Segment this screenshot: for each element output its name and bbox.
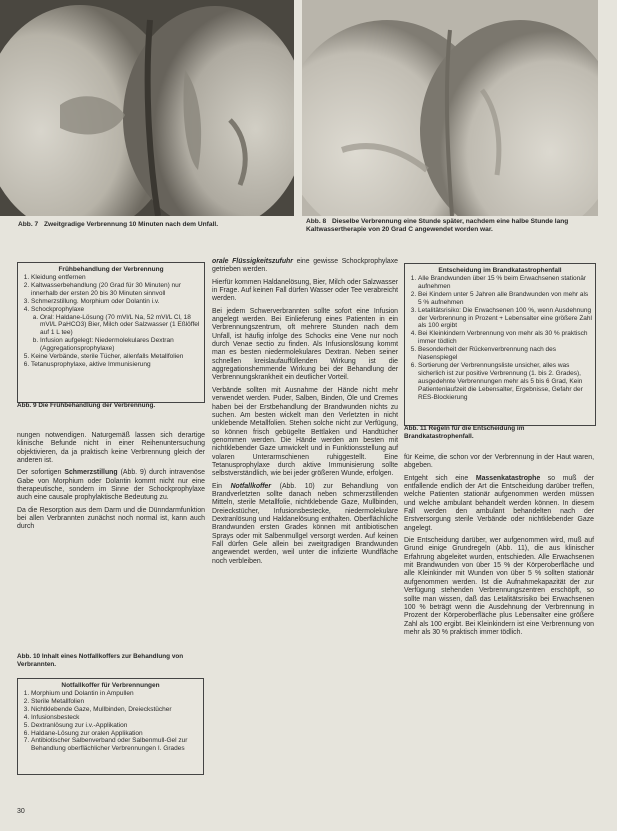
figure-10-label: Abb. 10 <box>17 653 41 660</box>
early-treatment-box <box>17 262 205 403</box>
paragraph-lead: Ein <box>212 482 222 490</box>
figure-11-caption <box>404 425 594 441</box>
list-item: 1. Kleidung entfernen <box>31 274 202 282</box>
list-item: 3. Schmerzstillung. Morphium oder Dolantin i.v. <box>31 298 202 306</box>
paragraph-lead: Der sofortigen <box>17 469 62 477</box>
paragraph: Bei jedem Schwerverbrannten sollte sofort eine Infusion angelegt werden. Bei Einlieferung eines Patienten in ein Verbrennungszentrum, oft mehrere Stunden nach dem Unfall, ist häufig infolge des Schocks eine Vene nur noch durch Venae sectio zu finden. Als Infusionslösung kommt man es besten niedermolekulares Dextran. Neben seiner schnellen kreislaufauffüllenden Wirkung ist die aggregationshemmende Wirkung bei der Behandlung der Verbrennungskrankheit ein deutlicher Vorteil. <box>212 307 398 382</box>
figure-7-photo <box>0 0 294 216</box>
sub-list-item: a. Oral: Haldane-Lösung (70 mVl/L Na, 52 mVl/L Cl, 18 mVl/L PaHCO3) Bier, Milch oder Salzwasser (1 Eßlöffel auf 1 L tee) <box>40 314 200 338</box>
paragraph: Da die Resorption aus dem Darm und die Dünndarmfunktion bei allen Verbrannten zunächst noch normal ist, kann auch durch <box>17 506 205 531</box>
list-item: 2. Sterile Metallfolien <box>31 698 201 706</box>
list-item: 4. Infusionsbesteck <box>31 714 201 722</box>
list-item: 6. Tetanusprophylaxe, aktive Immunisierung <box>31 361 202 369</box>
list-item: 6. Sortierung der Verbrennungsliste unsicher, alles was sicherlich ist zur positive Verbrennung (1. bis 2. Grades), ausgedehnte Verbrennungen mehr als 5 bis 6 Grad, Kein Patientenlaufzeit die Lebensalter, Ergebnisse, Gefahr der RES-Blockierung <box>418 362 593 402</box>
early-treatment-title: Frühbehandlung der Verbrennung <box>58 266 164 273</box>
paragraph-lead: Entgeht sich eine <box>404 474 469 482</box>
page-number: 30 <box>17 808 25 815</box>
figure-9-label: Abb. 9 <box>17 402 37 409</box>
paragraph: Verbände sollten mit Ausnahme der Hände nicht mehr verwendet werden. Puder, Salben, Binden, Öle und Cremes haben bei der Erstbehandlung der Brandwunden nichts zu suchen. Am besten wickelt man den Verletzten in nicht unklebende Metallfolien. Stehen solche nicht zur Verfügung, so können frisch gebügelte Bettlaken und Handtücher genommen werden. Die Hände werden am besten mit nichtklebender Gaze umwickelt und in Funktionsstellung auf volaren Unterarmschienen ruhiggestellt. Eine Tetanusprophylaxe durch aktive Immunisierung sollte selbstverständlich, wie bei jeder größeren Wunde, erfolgen. <box>212 386 398 478</box>
figure-7-label: Abb. 7 <box>18 221 39 228</box>
figure-10-text: Inhalt eines Notfallkoffers zur Behandlung von Verbrannten. <box>17 653 184 668</box>
list-item: 4. Bei Kleinkindern Verbrennung von mehr als 30 % praktisch immer tödlich <box>418 330 593 346</box>
list-item: 3. Nichtklebende Gaze, Mullbinden, Dreieckstücher <box>31 706 201 714</box>
paragraph <box>212 258 398 275</box>
list-item <box>31 306 202 353</box>
paragraph-rest: (Abb. 10) zur Behandlung von Brandverletzten sollte danach neben schmerzstillenden Mitteln, sterile Metallfolie, nichtklebende Gaze, Mullbinden, Dreieckstücher, Infusionsbestecke, niedermolekulare Dextranlösung und Haldanelösung enthalten. Oberflächliche Brandwunden ersten Grades können mit antibiotischen Sprays oder mit Salbenmullgel versorgt werden. Auf keinen Fall dürfen Gele allein bei zweitgradigen Brandwunden angewendet werden, weil unter die infizierte Wundfläche noch verbleiben. <box>212 482 398 565</box>
paragraph-rest: so muß der entfallende endlich der Art die Entscheidung darüber treffen, welche Patienten stationär aufgenommen werden müssen und welche ambulant behandelt werden können. In diesem Fall werden den ambulant behandelten nach der Erstversorgung sterile Verbände oder nichtklebender Gaze angelegt. <box>404 474 595 532</box>
figure-10-caption <box>17 653 205 669</box>
list-item: 7. Antibiotischer Salbenverband oder Salbenmull-Gel zur Behandlung oberflächlicher Verbrennungen I. Grades <box>31 737 201 753</box>
paragraph: Hierfür kommen Haldanelösung, Bier, Milch oder Salzwasser in Frage. Auf keinen Fall dürfen Wasser oder Tee verabreicht werden. <box>212 278 398 303</box>
paragraph: nungen notwendigen. Naturgemäß lassen sich derartige klinische Befunde nicht in einer Reihenuntersuchung objektivieren, da ja praktisch keine Verbrennung gleich der anderen ist. <box>17 432 205 465</box>
figure-9-caption <box>17 402 205 410</box>
text-column-right <box>404 454 594 641</box>
emergency-kit-title: Notfallkoffer für Verbrennungen <box>61 682 160 689</box>
list-item: 2. Bei Kindern unter 5 Jahren alle Brandwunden von mehr als 5 % aufnehmen <box>418 291 593 307</box>
disaster-decision-box <box>404 263 596 426</box>
emergency-kit-box <box>17 678 204 775</box>
paragraph <box>212 483 398 566</box>
disaster-decision-title: Entscheidung im Brandkatastrophenfall <box>438 267 562 274</box>
list-item: 5. Dextranlösung zur i.v.-Applikation <box>31 722 201 730</box>
paragraph-emphasis: Massenkatastrophe <box>475 474 541 482</box>
paragraph <box>17 469 205 502</box>
figure-11-text: Regeln für die Entscheidung im Brandkatastrophenfall. <box>404 425 525 440</box>
list-item-text: Schockprophylaxe <box>31 305 85 313</box>
text-column-left <box>17 432 205 536</box>
text-column-middle <box>212 258 398 570</box>
sub-list-item: b. Infusion aufgelegt: Niedermolekulares Dextran (Aggregationsprophylaxe) <box>40 337 200 353</box>
figure-9-text: Die Frühbehandlung der Verbrennung. <box>38 402 156 409</box>
list-item: 6. Haldane-Lösung zur oralen Applikation <box>31 730 201 738</box>
paragraph-emphasis: Notfallkoffer <box>230 482 272 490</box>
paragraph-rest: eine gewisse Schockprophylaxe getrieben werden. <box>212 258 398 274</box>
paragraph: Die Entscheidung darüber, wer aufgenommen wird, muß auf Grund einige Grundregeln (Abb. 11), die aus klinischer Erfahrung abgeleitet wurden, entschieden. Alle Erwachsenen mit Brandwunden von über 15 % der Körperoberfläche und alle Kleinkinder mit Wunden von über 5 % sollten stationär aufgenommen werden. Ist die Aufnahmekapazität der zur Verfügung stehenden Verbrennungszentren erschöpft, so sollte man wissen, daß das Letalitätsrisiko bei Erwachsenen 100 % beträgt wenn die Ausdehnung der Verbrennung in Prozent der Körperoberfläche plus Lebensalter eine größere Zahl als 100 ergibt. Bei Kleinkindern ist eine Verbrennung von mehr als 30 % praktisch immer tödlich. <box>404 537 594 636</box>
paragraph-emphasis: orale Flüssigkeitszufuhr <box>212 258 293 265</box>
list-item: 2. Kaltwasserbehandlung (20 Grad für 30 Minuten) nur innerhalb der ersten 20 bis 30 Minuten sinnvoll <box>31 282 202 298</box>
figure-11-label: Abb. 11 <box>404 425 427 432</box>
list-item: 1. Morphium und Dolantin in Ampullen <box>31 690 201 698</box>
figure-8-text: Dieselbe Verbrennung eine Stunde später, nachdem eine halbe Stunde lang Kaltwassertherapie von 20 Grad C angewendet worden war. <box>306 218 569 233</box>
list-item: 5. Keine Verbände, sterile Tücher, allenfalls Metallfolien <box>31 353 202 361</box>
paragraph-emphasis: Schmerzstillung <box>64 469 118 477</box>
figure-8-caption <box>306 218 606 234</box>
paragraph <box>404 475 594 533</box>
figure-8-photo <box>302 0 598 216</box>
paragraph-rest: (Abb. 9) durch intravenöse Gabe von Morphium oder Dolantin kommt nicht nur eine therapeutische, sondern im Sinne der Schockprophylaxe auch eine causale prophylaktische Bedeutung zu. <box>17 469 206 502</box>
paragraph: für Keime, die schon vor der Verbrennung in der Haut waren, abgeben. <box>404 454 594 470</box>
figure-7-caption <box>18 221 298 229</box>
list-item: 5. Besonderheit der Rückenverbrennung nach des Nasenspiegel <box>418 346 593 362</box>
figure-8-label: Abb. 8 <box>306 218 327 225</box>
list-item: 3. Letalitätsrisiko: Die Erwachsenen 100 %, wenn Ausdehnung der Verbrennung in Prozent + Lebensalter eine größere Zahl als 100 ergibt <box>418 307 593 331</box>
figure-7-text: Zweitgradige Verbrennung 10 Minuten nach dem Unfall. <box>44 221 219 228</box>
list-item: 1. Alle Brandwunden über 15 % beim Erwachsenen stationär aufnehmen <box>418 275 593 291</box>
